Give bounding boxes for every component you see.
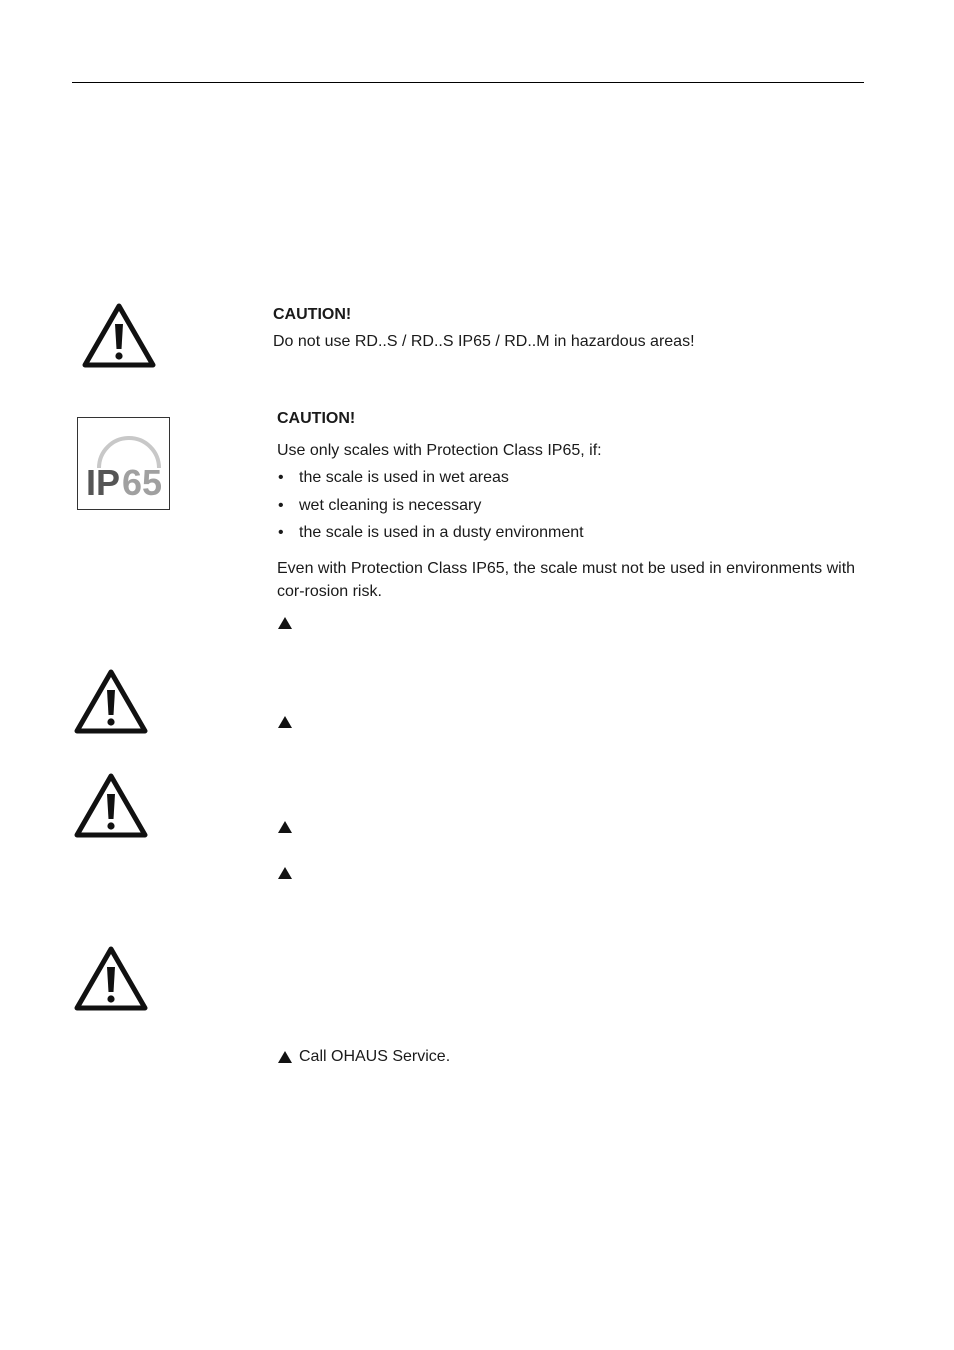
bullet-dot: • [278, 469, 284, 486]
warning-triangle-icon [74, 668, 148, 734]
warning-triangle-icon [74, 945, 148, 1011]
caution-heading-2: CAUTION! [277, 410, 356, 427]
bullet-dot: • [278, 524, 284, 541]
bullet-dot: • [278, 497, 284, 514]
call-service-step: Call OHAUS Service. [299, 1048, 451, 1065]
ip-logo-number: 65 [122, 462, 163, 503]
caution-intro: Use only scales with Protection Class IP65, if: [277, 442, 602, 459]
step-triangle-icon [278, 617, 292, 629]
list-item: wet cleaning is necessary [299, 497, 482, 514]
caution-heading: CAUTION! [273, 306, 352, 323]
warning-triangle-icon [74, 772, 148, 838]
header-rule [72, 82, 864, 83]
step-triangle-icon [278, 716, 292, 728]
step-triangle-icon [278, 867, 292, 879]
protection-note: Even with Protection Class IP65, the scale must not be used in environments with cor-rosion risk. [277, 560, 856, 600]
warning-triangle-icon [82, 302, 156, 368]
list-item: the scale is used in wet areas [299, 469, 509, 486]
ip65-icon [77, 417, 170, 510]
step-triangle-icon [278, 821, 292, 833]
caution-text: Do not use RD..S / RD..S IP65 / RD..M in hazardous areas! [273, 333, 695, 350]
list-item: the scale is used in a dusty environment [299, 524, 584, 541]
step-triangle-icon [278, 1051, 292, 1063]
ip-logo-text: IP [86, 462, 121, 503]
